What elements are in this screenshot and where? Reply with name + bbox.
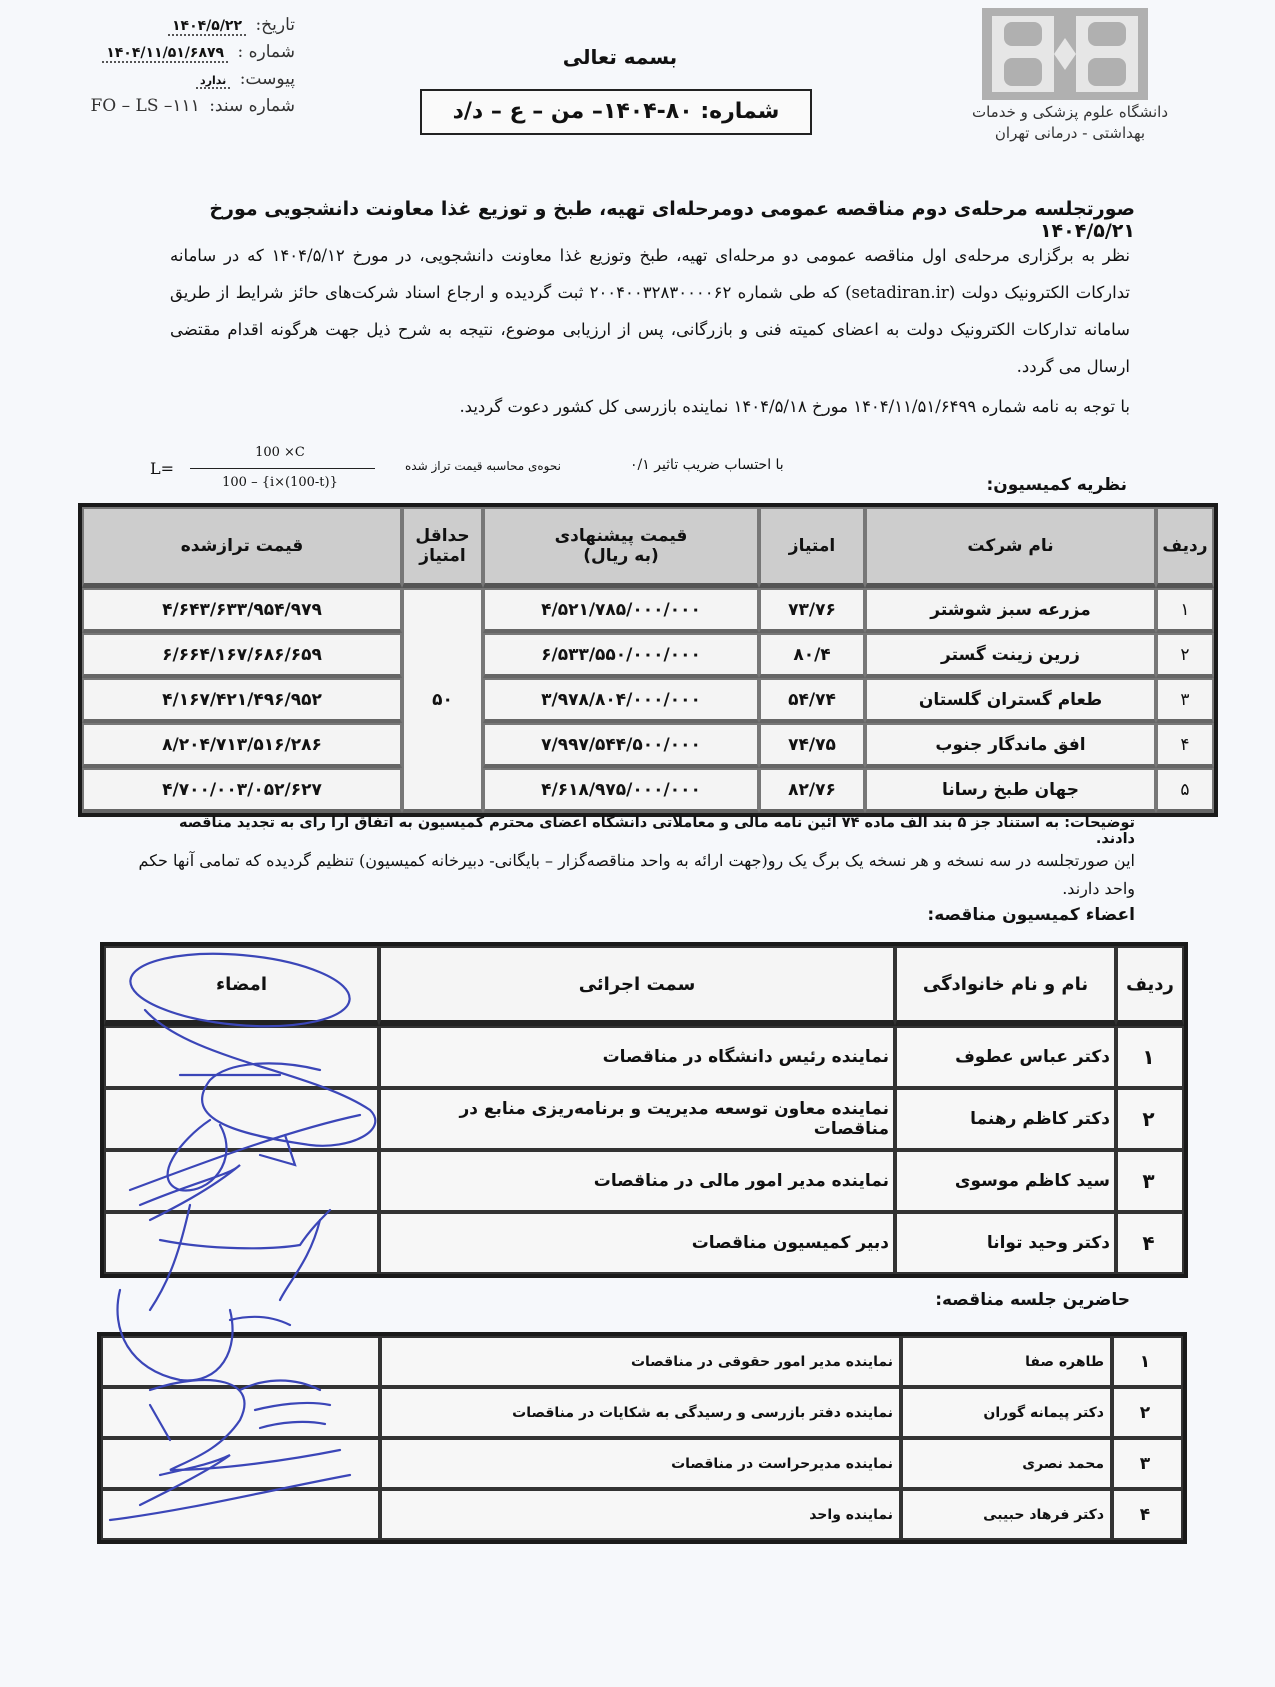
table-row xyxy=(82,633,1214,678)
member-rank: ۴ xyxy=(1116,1212,1184,1274)
university-line-1: دانشگاه علوم پزشکی و خدمات xyxy=(971,103,1169,121)
bid-score: ۷۳/۷۶ xyxy=(759,588,865,633)
table-row xyxy=(104,1150,1184,1212)
member-rank: ۱ xyxy=(1116,1026,1184,1088)
attendee-signature-cell xyxy=(101,1489,380,1540)
date-row xyxy=(55,12,295,39)
member-role: نماینده رئیس دانشگاه در مناقصات xyxy=(379,1026,895,1088)
formula-numerator: 100 ×C xyxy=(255,445,305,460)
attendee-signature-cell xyxy=(101,1336,380,1387)
member-signature-cell xyxy=(104,1026,379,1088)
bid-leveled-price: ۶/۶۶۴/۱۶۷/۶۸۶/۶۵۹ xyxy=(82,633,402,678)
attendee-signature-cell xyxy=(101,1387,380,1438)
col-leveled-price: قیمت ترازشده xyxy=(82,507,402,588)
attendee-rank: ۳ xyxy=(1112,1438,1183,1489)
document-title: صورتجلسه مرحله‌ی دوم مناقصه عمومی دومرحله‌ای تهیه، طبخ و توزیع غذا معاونت دانشجویی مورخ ۱۴۰۴/۵/۲۱ xyxy=(209,198,1135,242)
col-rank: ردیف xyxy=(1116,946,1184,1026)
bid-company: افق ماندگار جنوب xyxy=(865,723,1156,768)
number-value: ۱۴۰۴/۱۱/۵۱/۶۸۷۹ xyxy=(102,45,228,63)
leveled-price-formula xyxy=(150,445,830,495)
col-company: نام شرکت xyxy=(865,507,1156,588)
table-row xyxy=(82,588,1214,633)
col-min-score-line2: امتیاز xyxy=(419,546,466,566)
formula-fraction-bar xyxy=(190,468,375,469)
bid-score: ۷۴/۷۵ xyxy=(759,723,865,768)
commission-opinion-label: نظریه کمیسیون: xyxy=(986,475,1127,495)
attachment-label: پیوست: xyxy=(239,69,295,89)
formula-calc-label: نحوه‌ی محاسبه قیمت تراز شده xyxy=(405,459,561,473)
col-rank: ردیف xyxy=(1156,507,1214,588)
bids-table xyxy=(78,503,1218,817)
col-proposed-price-line2: (به ریال) xyxy=(583,546,659,566)
university-logo-icon xyxy=(982,8,1148,100)
university-name xyxy=(960,102,1180,144)
bismillah-heading: بسمه تعالی xyxy=(562,45,678,69)
min-score-value: ۵۰ xyxy=(402,588,483,813)
date-label: تاریخ: xyxy=(255,15,295,35)
col-min-score-line1: حداقل xyxy=(415,526,470,546)
attendee-role: نماینده مدیر امور حقوقی در مناقصات xyxy=(380,1336,901,1387)
table-row xyxy=(104,1088,1184,1150)
bid-rank: ۵ xyxy=(1156,768,1214,813)
bid-company: جهان طبخ رسانا xyxy=(865,768,1156,813)
attendee-role: نماینده مدیرحراست در مناقصات xyxy=(380,1438,901,1489)
bid-leveled-price: ۴/۷۰۰/۰۰۳/۰۵۲/۶۲۷ xyxy=(82,768,402,813)
member-rank: ۲ xyxy=(1116,1088,1184,1150)
number-row xyxy=(55,39,295,66)
member-rank: ۳ xyxy=(1116,1150,1184,1212)
bid-price: ۴/۵۲۱/۷۸۵/۰۰۰/۰۰۰ xyxy=(483,588,759,633)
col-signature: امضاء xyxy=(104,946,379,1026)
invitation-paragraph: با توجه به نامه شماره ۱۴۰۴/۱۱/۵۱/۶۴۹۹ مورخ ۱۴۰۴/۵/۱۸ نماینده بازرسی کل کشور دعوت گردید. xyxy=(459,397,1130,416)
col-proposed-price xyxy=(483,507,759,588)
attachment-value: ندارد xyxy=(196,74,230,89)
formula-lhs: L= xyxy=(150,459,175,478)
bid-company: زرین زینت گستر xyxy=(865,633,1156,678)
attendees-label: حاضرین جلسه مناقصه: xyxy=(935,1290,1130,1310)
attendee-name: طاهره صفا xyxy=(901,1336,1112,1387)
member-role: نماینده معاون توسعه مدیریت و برنامه‌ریزی منابع در مناقصات xyxy=(379,1088,895,1150)
doc-number-value: FO – LS –۱۱۱ xyxy=(90,96,200,116)
attendee-rank: ۲ xyxy=(1112,1387,1183,1438)
table-row xyxy=(101,1387,1183,1438)
bid-leveled-price: ۴/۶۴۳/۶۳۳/۹۵۴/۹۷۹ xyxy=(82,588,402,633)
table-row xyxy=(82,678,1214,723)
explanation-text: توضیحات: به استناد جز ۵ بند الف ماده ۷۴ آئین نامه مالی و معاملاتی دانشگاه اعضای محترم کمیسیون به اتفاق آرا رای به تجدید مناقصه دادند. xyxy=(178,815,1135,847)
bid-company: مزرعه سبز شوشتر xyxy=(865,588,1156,633)
table-row xyxy=(104,1026,1184,1088)
attachment-row xyxy=(55,66,295,93)
doc-number-label: شماره سند: xyxy=(209,96,295,116)
member-name: دکتر کاظم رهنما xyxy=(895,1088,1116,1150)
attendee-name: دکتر فرهاد حبیبی xyxy=(901,1489,1112,1540)
attendee-signature-cell xyxy=(101,1438,380,1489)
intro-paragraph: نظر به برگزاری مرحله‌ی اول مناقصه عمومی دو مرحله‌ای تهیه، طبخ وتوزیع غذا معاونت دانشجویی، در مورخ ۱۴۰۴/۵/۱۲ که در سامانه تدارکات الکترونیک دولت (setadiran.ir) که طی شماره ۲۰۰۴۰۰۳۲۸۳۰۰۰۰۶۲ ثبت گردیده و ارجاع اسناد شرکت‌های حائز شرایط از طریق سامانه تدارکات الکترونیک دولت به اعضای کمیته فنی و بازرگانی، پس از ارزیابی موضوع، نتیجه به شرح ذیل جهت هرگونه اقدام مقتضی ارسال می گردد. xyxy=(170,246,1130,376)
attendee-rank: ۴ xyxy=(1112,1489,1183,1540)
bid-rank: ۴ xyxy=(1156,723,1214,768)
bid-price: ۶/۵۳۳/۵۵۰/۰۰۰/۰۰۰ xyxy=(483,633,759,678)
coefficient-label: با احتساب ضریب تاثیر ۰/۱ xyxy=(630,457,784,473)
attendee-name: محمد نصری xyxy=(901,1438,1112,1489)
bid-leveled-price: ۴/۱۶۷/۴۲۱/۴۹۶/۹۵۲ xyxy=(82,678,402,723)
bid-company: طعام گستران گلستان xyxy=(865,678,1156,723)
notes-section xyxy=(135,815,1135,925)
bid-rank: ۲ xyxy=(1156,633,1214,678)
attendee-name: دکتر پیمانه گوران xyxy=(901,1387,1112,1438)
bid-price: ۴/۶۱۸/۹۷۵/۰۰۰/۰۰۰ xyxy=(483,768,759,813)
table-row xyxy=(101,1336,1183,1387)
member-name: دکتر عباس عطوف xyxy=(895,1026,1116,1088)
bid-price: ۳/۹۷۸/۸۰۴/۰۰۰/۰۰۰ xyxy=(483,678,759,723)
attendee-role: نماینده دفتر بازرسی و رسیدگی به شکایات در مناقصات xyxy=(380,1387,901,1438)
col-role: سمت اجرائی xyxy=(379,946,895,1026)
table-row xyxy=(82,723,1214,768)
attendees-table xyxy=(97,1332,1187,1544)
col-min-score xyxy=(402,507,483,588)
member-signature-cell xyxy=(104,1212,379,1274)
copies-text: این صورتجلسه در سه نسخه و هر نسخه یک برگ یک رو(جهت ارائه به واحد مناقصه‌گزار – بایگانی- دبیرخانه کمیسیون) تنظیم گردیده که تمامی آنها حکم واحد دارند. xyxy=(138,851,1135,898)
signature-stroke xyxy=(230,1317,290,1325)
bid-rank: ۳ xyxy=(1156,678,1214,723)
members-label: اعضاء کمیسیون مناقصه: xyxy=(927,905,1135,925)
table-row xyxy=(101,1489,1183,1540)
formula-denominator: 100 – {i×(100-t)} xyxy=(222,475,338,490)
member-name: سید کاظم موسوی xyxy=(895,1150,1116,1212)
col-proposed-price-line1: قیمت پیشنهادی xyxy=(554,526,688,546)
attendee-role: نماینده واحد xyxy=(380,1489,901,1540)
member-role: نماینده مدیر امور مالی در مناقصات xyxy=(379,1150,895,1212)
member-signature-cell xyxy=(104,1088,379,1150)
col-score: امتیاز xyxy=(759,507,865,588)
document-meta xyxy=(55,12,295,120)
members-header-row xyxy=(104,946,1184,1026)
bids-header-row xyxy=(82,507,1214,588)
member-signature-cell xyxy=(104,1150,379,1212)
table-row xyxy=(104,1212,1184,1274)
bid-leveled-price: ۸/۲۰۴/۷۱۳/۵۱۶/۲۸۶ xyxy=(82,723,402,768)
number-label: شماره : xyxy=(237,42,295,62)
member-role: دبیر کمیسیون مناقصات xyxy=(379,1212,895,1274)
university-line-2: بهداشتی - درمانی تهران xyxy=(994,124,1146,142)
date-value: ۱۴۰۴/۵/۲۲ xyxy=(168,18,246,36)
table-row xyxy=(101,1438,1183,1489)
bid-price: ۷/۹۹۷/۵۴۴/۵۰۰/۰۰۰ xyxy=(483,723,759,768)
bid-rank: ۱ xyxy=(1156,588,1214,633)
col-name: نام و نام خانوادگی xyxy=(895,946,1116,1026)
attendee-rank: ۱ xyxy=(1112,1336,1183,1387)
minutes-number-box: شماره: ۸۰-۱۴۰۴– من – ع – د/د xyxy=(420,89,812,135)
members-table xyxy=(100,942,1188,1278)
doc-number-row xyxy=(55,93,295,120)
member-name: دکتر وحید توانا xyxy=(895,1212,1116,1274)
bid-score: ۵۴/۷۴ xyxy=(759,678,865,723)
bid-score: ۸۰/۴ xyxy=(759,633,865,678)
table-row xyxy=(82,768,1214,813)
bid-score: ۸۲/۷۶ xyxy=(759,768,865,813)
